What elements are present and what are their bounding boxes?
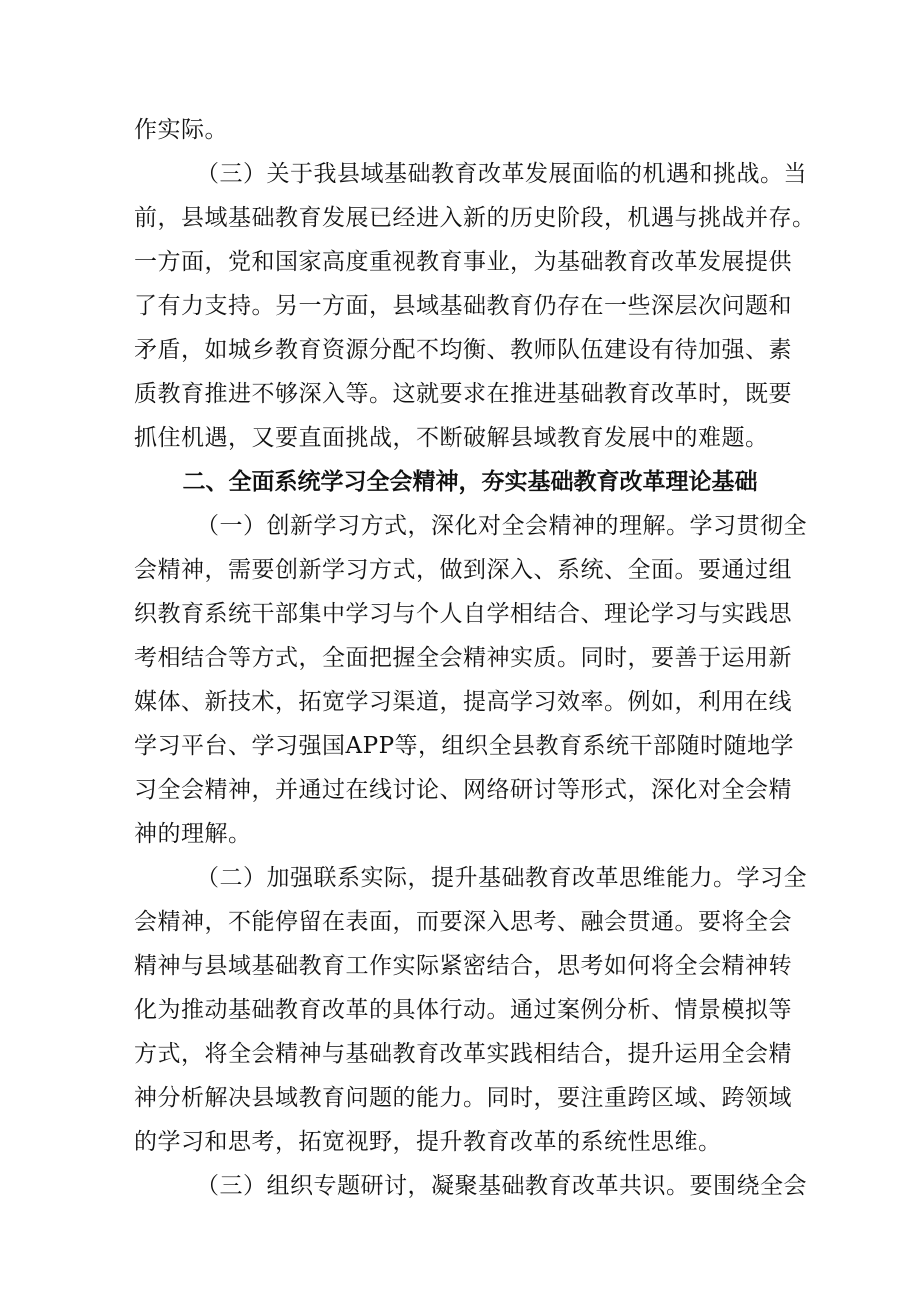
paragraph-line: 精神与县域基础教育工作实际紧密结合，思考如何将全会精神转 bbox=[134, 953, 792, 979]
paragraph-line: 化为推动基础教育改革的具体行动。通过案例分析、情景模拟等 bbox=[134, 997, 792, 1023]
paragraph-line: 抓住机遇，又要直面挑战，不断破解县域教育发展中的难题。 bbox=[134, 425, 769, 451]
paragraph-line: （二）加强联系实际，提升基础教育改革思维能力。学习全 bbox=[196, 865, 807, 891]
paragraph-line: 会精神，需要创新学习方式，做到深入、系统、全面。要通过组 bbox=[134, 557, 792, 583]
paragraph-line: 神的理解。 bbox=[134, 821, 252, 847]
paragraph-line: 矛盾，如城乡教育资源分配不均衡、教师队伍建设有待加强、素 bbox=[134, 337, 792, 363]
paragraph-line: （三）关于我县域基础教育改革发展面临的机遇和挑战。当 bbox=[196, 161, 807, 187]
paragraph-line: 考相结合等方式，全面把握全会精神实质。同时，要善于运用新 bbox=[134, 645, 792, 671]
paragraph-line: 习全会精神，并通过在线讨论、网络研讨等形式，深化对全会精 bbox=[134, 777, 792, 803]
paragraph-line: （三）组织专题研讨，凝聚基础教育改革共识。要围绕全会 bbox=[196, 1173, 807, 1199]
paragraph-line: 质教育推进不够深入等。这就要求在推进基础教育改革时，既要 bbox=[134, 381, 792, 407]
paragraph-line: 媒体、新技术，拓宽学习渠道，提高学习效率。例如，利用在线 bbox=[134, 689, 792, 715]
paragraph-line: 学习平台、学习强国APP等，组织全县教育系统干部随时随地学 bbox=[134, 733, 795, 759]
paragraph-line: 了有力支持。另一方面，县域基础教育仍存在一些深层次问题和 bbox=[134, 293, 792, 319]
paragraph-line: 织教育系统干部集中学习与个人自学相结合、理论学习与实践思 bbox=[134, 601, 792, 627]
paragraph-line: （一）创新学习方式，深化对全会精神的理解。学习贯彻全 bbox=[196, 513, 807, 539]
paragraph-line: 前，县域基础教育发展已经进入新的历史阶段，机遇与挑战并存。 bbox=[134, 205, 816, 231]
paragraph-line: 会精神，不能停留在表面，而要深入思考、融会贯通。要将全会 bbox=[134, 909, 792, 935]
paragraph-line: 方式，将全会精神与基础教育改革实践相结合，提升运用全会精 bbox=[134, 1041, 792, 1067]
paragraph-line: 一方面，党和国家高度重视教育事业，为基础教育改革发展提供 bbox=[134, 249, 792, 275]
paragraph-line: 神分析解决县域教育问题的能力。同时，要注重跨区域、跨领域 bbox=[134, 1085, 792, 1111]
section-heading: 二、全面系统学习全会精神，夯实基础教育改革理论基础 bbox=[182, 469, 758, 495]
paragraph-line: 作实际。 bbox=[134, 117, 228, 143]
paragraph-line: 的学习和思考，拓宽视野，提升教育改革的系统性思维。 bbox=[134, 1129, 722, 1155]
